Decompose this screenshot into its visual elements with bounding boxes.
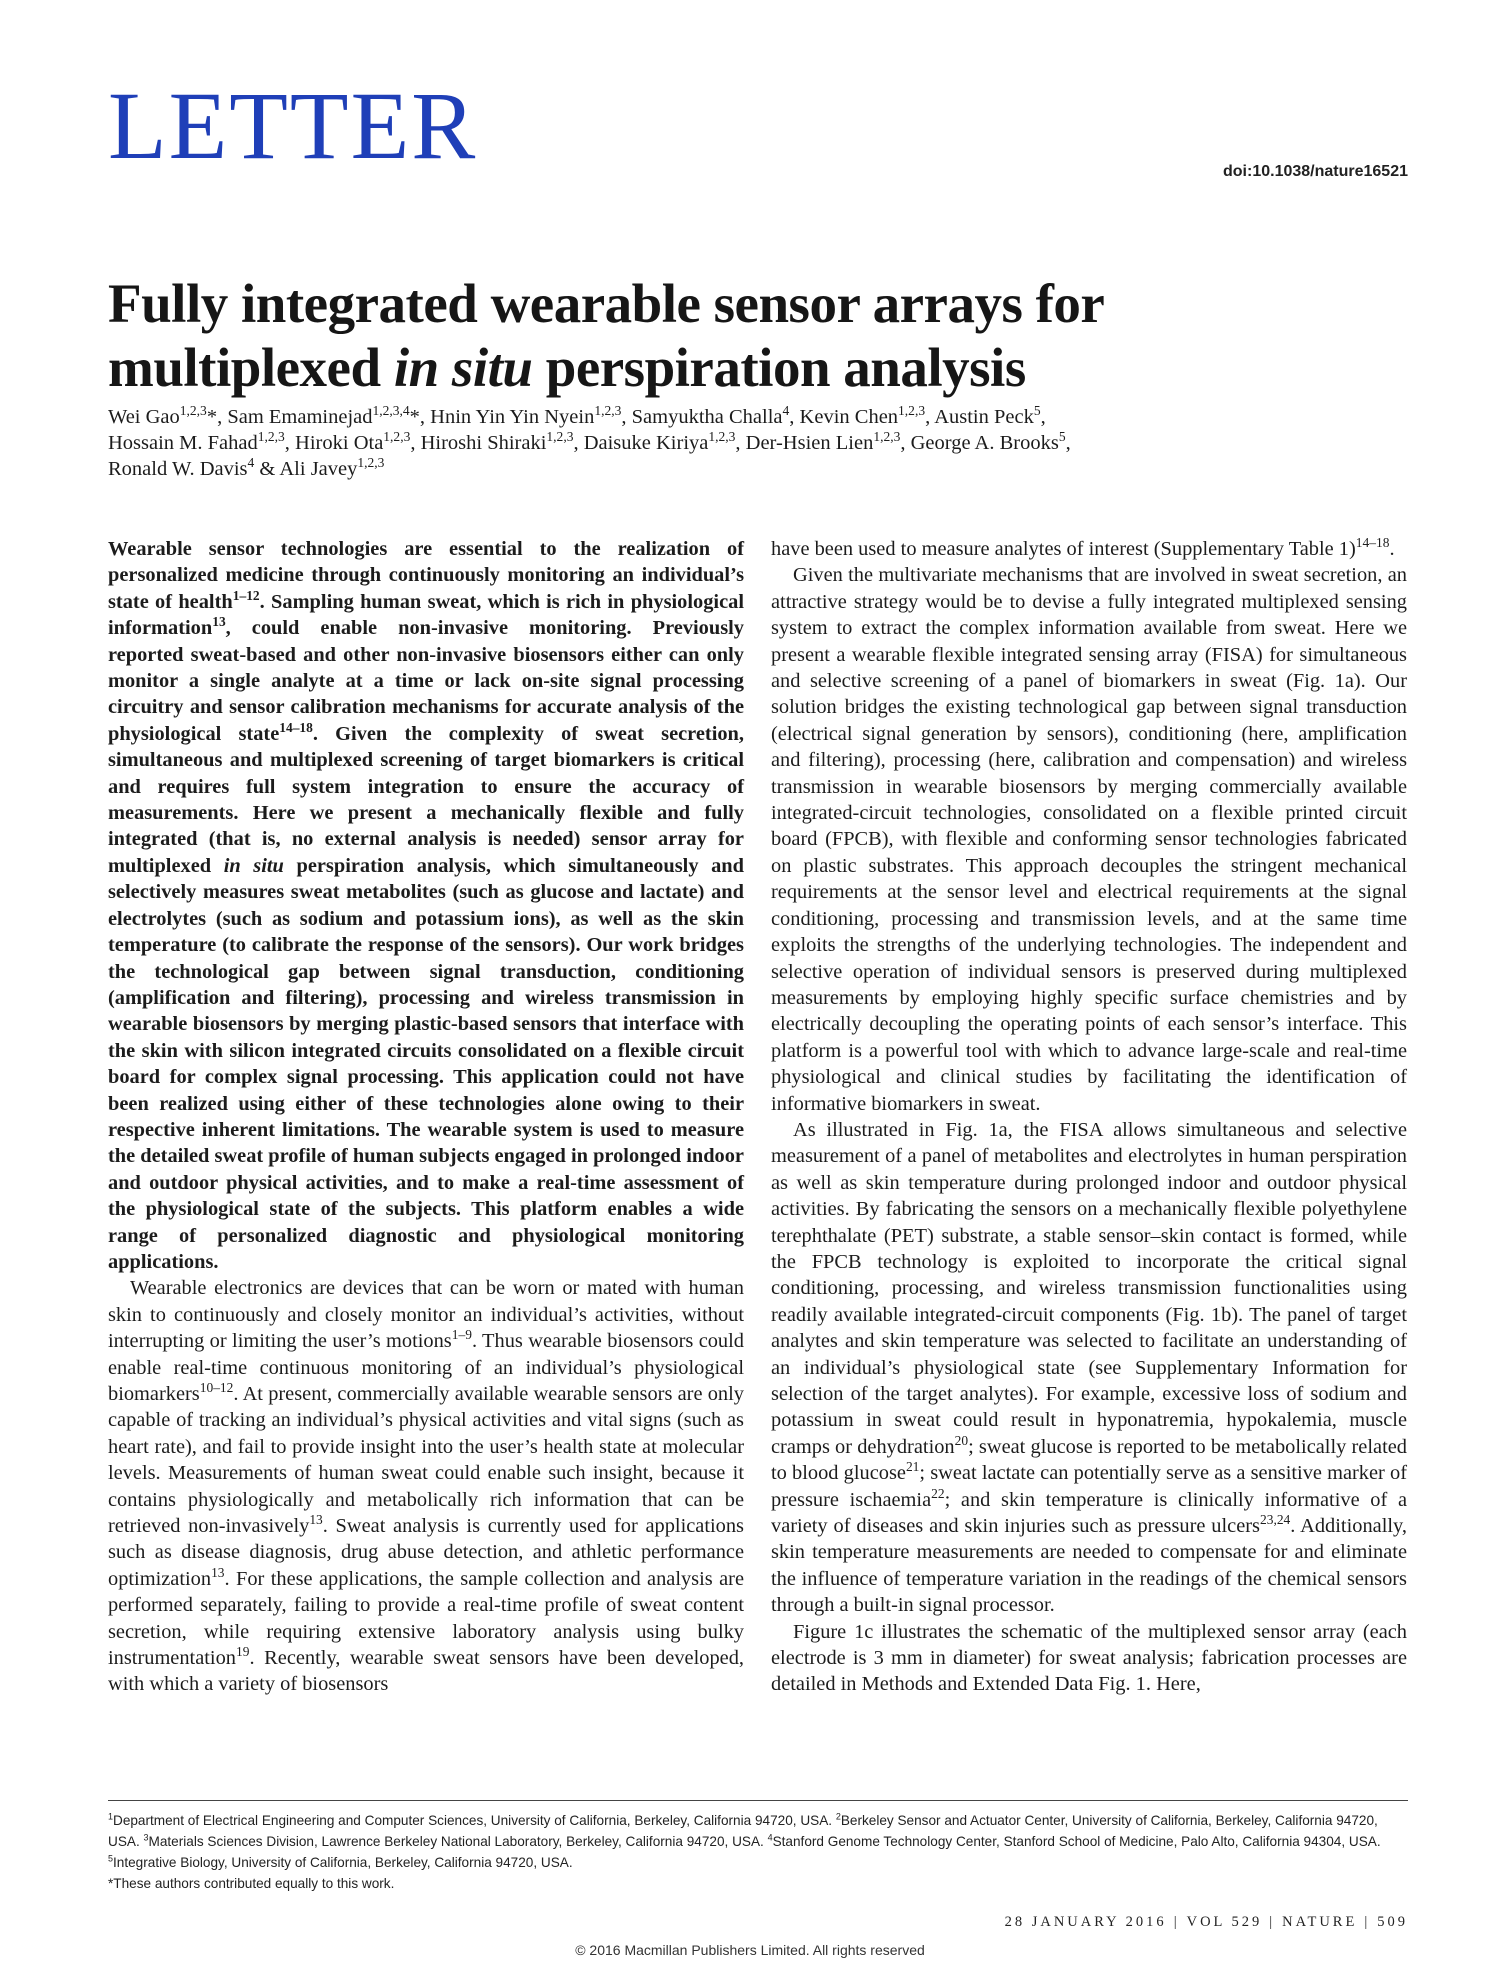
citation-ref: 21 [905,1459,920,1475]
author-affiliation: 1,2,3 [594,403,622,419]
citation-ref: 2 [835,1811,841,1822]
citation-ref: 13 [212,614,226,630]
author-separator: , [1065,432,1071,454]
page-number: 509 [1377,1914,1408,1930]
doi[interactable]: doi:10.1038/nature16521 [1223,163,1408,180]
text-run: Stanford Genome Technology Center, Stanford School of Medicine, Palo Alto, California 94304, USA. [772,1834,1381,1849]
text-run: Integrative Biology, University of California, Berkeley, California 94720, USA. [113,1855,573,1870]
author-affiliation: 5 [1033,403,1041,419]
separator: | [1364,1914,1371,1930]
author-name: Sam Emaminejad [227,406,373,428]
separator: | [1173,1914,1180,1930]
text-run: . Sweat analysis is currently used for applications such as disease diagnosis, drug abuse detection, and athletic performance optimization [108,1515,744,1590]
author-affiliation: 1,2,3 [546,429,574,445]
author-name: Hossain M. Fahad [108,432,258,454]
citation-ref: 22 [931,1485,945,1501]
right-column [771,536,1407,1698]
author-list [108,404,1408,482]
text-run: Wearable electronics are devices that can be worn or mated with human skin to continuously and closely monitor an individual’s activities, without interrupting or limiting the user’s motions [108,1277,744,1353]
article-title [108,272,1408,400]
text-run: Wearable sensor technologies are essential to the realization of personalized medicine through continuously monitoring an individual’s state of health [108,538,744,613]
author-separator: , [621,406,632,428]
author-name: George A. Brooks [910,432,1059,454]
citation-ref: 10–12 [199,1380,234,1396]
author-separator: , [410,432,421,454]
paragraph [771,1619,1407,1698]
text-run: . Recently, wearable sweat sensors have been developed, with which a variety of biosensors [108,1647,744,1696]
author-line [108,430,1408,456]
author-name: Hnin Yin Yin Nyein [430,406,595,428]
citation-ref: 13 [211,1565,225,1581]
footnotes [108,1810,1408,1894]
author-name: Austin Peck [934,406,1034,428]
citation-ref: 14–18 [1355,535,1390,551]
separator: | [1269,1914,1276,1930]
citation-ref: 3 [143,1832,149,1843]
citation-ref: 20 [954,1433,969,1449]
author-affiliation: 4 [782,403,790,419]
footnote-divider [108,1800,1408,1801]
text-run: . Sampling human sweat, which is rich in physiological information [108,590,744,640]
paragraph [771,562,1407,1117]
volume: VOL 529 [1186,1914,1263,1930]
author-separator: , [925,406,935,428]
text-run: Department of Electrical Engineering and Computer Sciences, University of California, Berkeley, California 94720, USA. [113,1813,836,1828]
author-separator: , [789,406,800,428]
author-affiliation: 1,2,3,4 [372,403,410,419]
copyright: © 2016 Macmillan Publishers Limited. All rights reserved [575,1942,925,1958]
citation-ref: 1–9 [451,1327,472,1343]
text-run: ; sweat lactate can potentially serve as a sensitive marker of pressure ischaemia [771,1462,1407,1511]
citation-ref: 5 [108,1853,113,1864]
author-affiliation: 5 [1058,429,1066,445]
author-affiliation: 1,2,3 [257,429,285,445]
author-affiliation: 1,2,3 [179,403,207,419]
author-separator: *, [409,406,431,428]
author-name: Ronald W. Davis [108,458,248,480]
text-run: *These authors contributed equally to this work. [108,1876,395,1891]
text-run: , could enable non-invasive monitoring. Previously reported sweat-based and other non-invasive biosensors either can only monitor a single analyte at a time or lack on-site signal processing circuitry and sensor calibration mechanisms for accurate analysis of the physiological state [108,617,744,745]
author-separator: & [254,458,280,480]
text-run: have been used to measure analytes of interest (Supplementary Table 1) [771,538,1356,560]
author-name: Ali Javey [279,458,358,480]
author-affiliation: 1,2,3 [898,403,926,419]
citation-ref: 19 [236,1644,250,1660]
journal-name: NATURE [1282,1914,1358,1930]
left-column [108,536,744,1698]
text-run: . [1389,538,1395,560]
citation-ref: 1 [108,1811,113,1822]
text-run: . Thus wearable biosensors could enable real-time continuous monitoring of an individual’s physiological biomarkers [108,1330,744,1405]
citation-ref: 13 [309,1512,323,1528]
text-run: ; and skin temperature is clinically informative of a variety of diseases and skin injuries such as pressure ulcers [771,1488,1407,1538]
title-line-1: Fully integrated wearable sensor arrays for [108,273,1105,334]
author-separator: , [900,432,911,454]
author-affiliation: 4 [247,455,255,471]
text-run: Materials Sciences Division, Lawrence Berkeley National Laboratory, Berkeley, California 94720, USA. [148,1834,768,1849]
text-run: perspiration analysis, which simultaneously and selectively measures sweat metabolites (such as glucose and lactate) and electrolytes (such as sodium and potassium ions), as well as the skin temperature (to calibrate the response of the sensors). Our work bridges the technological gap between signal transduction, conditioning (amplification and filtering), processing and wireless transmission in wearable biosensors by merging plastic-based sensors that interface with the skin with silicon integrated circuits consolidated on a flexible circuit board for complex signal processing. This application could not have been realized using either of these technologies alone owing to their respective inherent limitations. The wearable system is used to measure the detailed sweat profile of human subjects engaged in prolonged indoor and outdoor physical activities, and to make a real-time assessment of the physiological state of the subjects. This platform enables a wide range of personalized diagnostic and physiological monitoring applications. [108,854,744,1273]
citation-ref: 14–18 [279,720,313,736]
text-run: ; sweat glucose is reported to be metabolically related to blood glucose [771,1435,1407,1485]
author-separator: , [284,432,296,454]
author-line [108,404,1408,430]
page-info [1005,1914,1408,1931]
paragraph [771,536,1407,562]
footnote [108,1873,1408,1894]
paragraph [108,536,744,1275]
issue-date: 28 JANUARY 2016 [1004,1914,1167,1930]
author-name: Der-Hsien Lien [745,432,874,454]
author-name: Kevin Chen [799,406,899,428]
author-affiliation: 1,2,3 [708,429,736,445]
author-name: Wei Gao [108,406,180,428]
author-name: Daisuke Kiriya [583,432,709,454]
author-affiliation: 1,2,3 [383,429,411,445]
text-run: Given the multivariate mechanisms that are involved in sweat secretion, an attractive strategy would be to devise a fully integrated multiplexed sensing system to extract the complex information available from sweat. Here we present a wearable flexible integrated sensing array (FISA) for simultaneous and selective screening of a panel of biomarkers in sweat (Fig. 1a). Our solution bridges the existing technological gap between signal transduction (electrical signal generation by sensors), conditioning (here, amplification and filtering), processing (here, calibration and compensation) and wireless transmission in wearable biosensors by merging commercially available integrated-circuit technologies, consolidated on a flexible printed circuit board (FPCB), with flexible and conforming sensor technologies fabricated on plastic substrates. This approach decouples the stringent mechanical requirements at the sensor level and electrical requirements at the signal conditioning, processing and transmission levels, and at the same time exploits the strengths of the underlying technologies. The independent and selective operation of individual sensors is preserved during multiplexed measurements by employing highly specific surface chemistries and by electrically decoupling the operating points of each sensor’s interface. This platform is a powerful tool with which to advance large-scale and real-time physiological and clinical studies by facilitating the identification of informative biomarkers in sweat. [771,564,1407,1115]
title-line-2-italic: in situ [393,337,533,398]
author-separator: , [573,432,584,454]
text-run: . At present, commercially available wearable sensors are only capable of tracking an individual’s physical activities and vital signs (such as heart rate), and fail to provide insight into the user’s health state at molecular levels. Measurements of human sweat could enable such insight, because it contains physiologically and metabolically rich information that can be retrieved non-invasively [108,1383,744,1538]
author-name: Hiroshi Shiraki [420,432,547,454]
citation-ref: 23,24 [1260,1512,1291,1528]
footnote [108,1810,1408,1873]
author-affiliation: 1,2,3 [357,455,385,471]
text-run: Figure 1c illustrates the schematic of the multiplexed sensor array (each electrode is 3 mm in diameter) for sweat analysis; fabrication processes are detailed in Methods and Extended Data Fig. 1. Here, [771,1620,1407,1696]
title-line-2-post: perspiration analysis [532,337,1026,398]
author-name: Samyuktha Challa [631,406,783,428]
author-affiliation: 1,2,3 [873,429,901,445]
citation-ref: 4 [767,1832,773,1843]
text-run: . Given the complexity of sweat secretion, simultaneous and multiplexed screening of target biomarkers is critical and requires full system integration to ensure the accuracy of measurements. Here we present a mechanically flexible and fully integrated (that is, no external analysis is needed) sensor array for multiplexed [108,722,744,877]
paragraph [108,1275,744,1698]
text-run: . For these applications, the sample collection and analysis are performed separately, failing to provide a real-time profile of sweat content secretion, while requiring extensive laboratory analysis using bulky instrumentation [108,1567,744,1670]
author-separator: , [735,432,746,454]
author-line [108,456,1408,482]
text-run: . Additionally, skin temperature measurements are needed to compensate for and eliminate the influence of temperature variation in the readings of the chemical sensors through a built-in signal processor. [771,1515,1407,1617]
section-label: LETTER [108,72,478,179]
citation-ref: 1–12 [232,588,260,604]
paragraph [771,1117,1407,1619]
italic-text: in situ [223,854,284,877]
title-line-2-pre: multiplexed [108,337,394,398]
text-run: As illustrated in Fig. 1a, the FISA allows simultaneous and selective measurement of a panel of metabolites and electrolytes in human perspiration as well as skin temperature during prolonged indoor and outdoor physical activities. By fabricating the sensors on a mechanically flexible polyethylene terephthalate (PET) substrate, a stable sensor–skin contact is formed, while the FPCB technology is exploited to incorporate the critical signal conditioning, processing, and wireless transmission functionalities using readily available integrated-circuit components (Fig. 1b). The panel of target analytes and skin temperature was selected to facilitate an understanding of an individual’s physiological state (see Supplementary Information for selection of the target analytes). For example, excessive loss of sodium and potassium in sweat could result in hyponatremia, hypokalemia, muscle cramps or dehydration [771,1118,1407,1458]
author-separator: , [1040,406,1046,428]
text-run: Berkeley Sensor and Actuator Center, University of California, Berkeley, California 94720, USA. [108,1813,1378,1849]
author-separator: *, [206,406,228,428]
author-name: Hiroki Ota [295,432,384,454]
